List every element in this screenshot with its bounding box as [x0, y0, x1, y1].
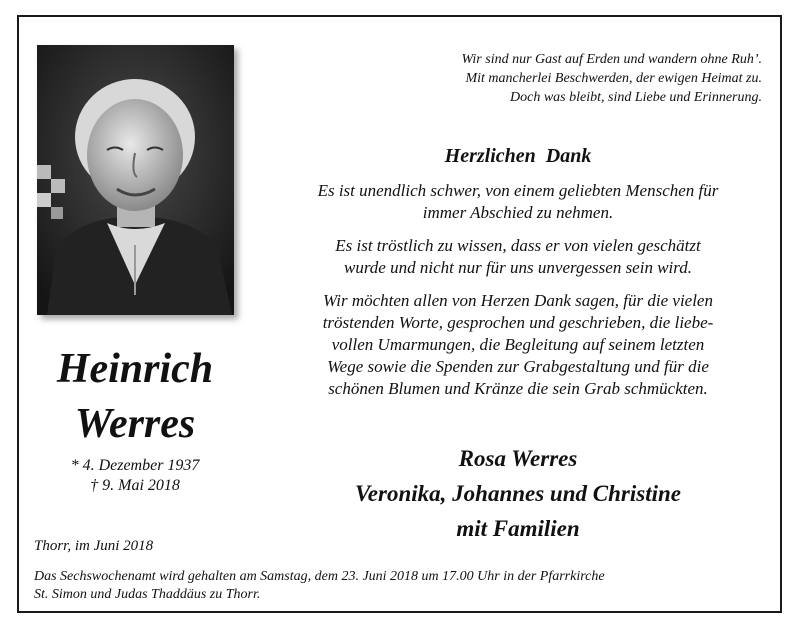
portrait-photo-image [37, 45, 234, 315]
text-line: Wege sowie die Spenden zur Grabgestaltung und für die [327, 357, 709, 376]
birth-date: * 4. Dezember 1937 [70, 457, 200, 474]
signature-line: Veronika, Johannes und Christine [355, 481, 681, 506]
text-line: schönen Blumen und Kränze die sein Grab schmückten. [328, 379, 708, 398]
text-line: Wir möchten allen von Herzen Dank sagen, für die vielen [323, 291, 713, 310]
notice-line: St. Simon und Judas Thaddäus zu Thorr. [34, 587, 261, 602]
text-line: Es ist tröstlich zu wissen, dass er von vielen geschätzt [335, 236, 701, 255]
poem-line: Wir sind nur Gast auf Erden und wandern ohne Ruh’. [461, 52, 762, 67]
poem-line: Doch was bleibt, sind Liebe und Erinnerung. [510, 90, 762, 105]
thanks-paragraph-2 [258, 235, 778, 279]
signature-line: Rosa Werres [458, 446, 578, 471]
poem-line: Mit mancherlei Beschwerden, der ewigen Heimat zu. [465, 71, 762, 86]
death-date: † 9. Mai 2018 [90, 477, 180, 494]
text-line: Es ist unendlich schwer, von einem geliebten Menschen für [317, 181, 719, 200]
portrait-photo [37, 45, 234, 315]
deceased-first-name: Heinrich [56, 346, 214, 392]
signature-line: mit Familien [456, 516, 580, 541]
text-line: wurde und nicht nur für uns unvergessen sein wird. [343, 258, 692, 277]
deceased-last-name: Werres [74, 401, 196, 447]
text-line: immer Abschied zu nehmen. [422, 203, 614, 222]
mass-notice [34, 568, 605, 604]
poem [462, 50, 762, 107]
thanks-paragraph-1 [258, 180, 778, 224]
place-date: Thorr, im Juni 2018 [34, 538, 154, 554]
text-line: vollen Umarmungen, die Begleitung auf seinem letzten [331, 335, 705, 354]
thanks-paragraph-3 [258, 290, 778, 400]
text-line: tröstenden Worte, gesprochen und geschrieben, die liebe- [322, 313, 714, 332]
notice-line: Das Sechswochenamt wird gehalten am Samstag, dem 23. Juni 2018 um 17.00 Uhr in der Pfarrkirche [34, 569, 605, 584]
thanks-heading: Herzlichen Dank [444, 145, 592, 167]
